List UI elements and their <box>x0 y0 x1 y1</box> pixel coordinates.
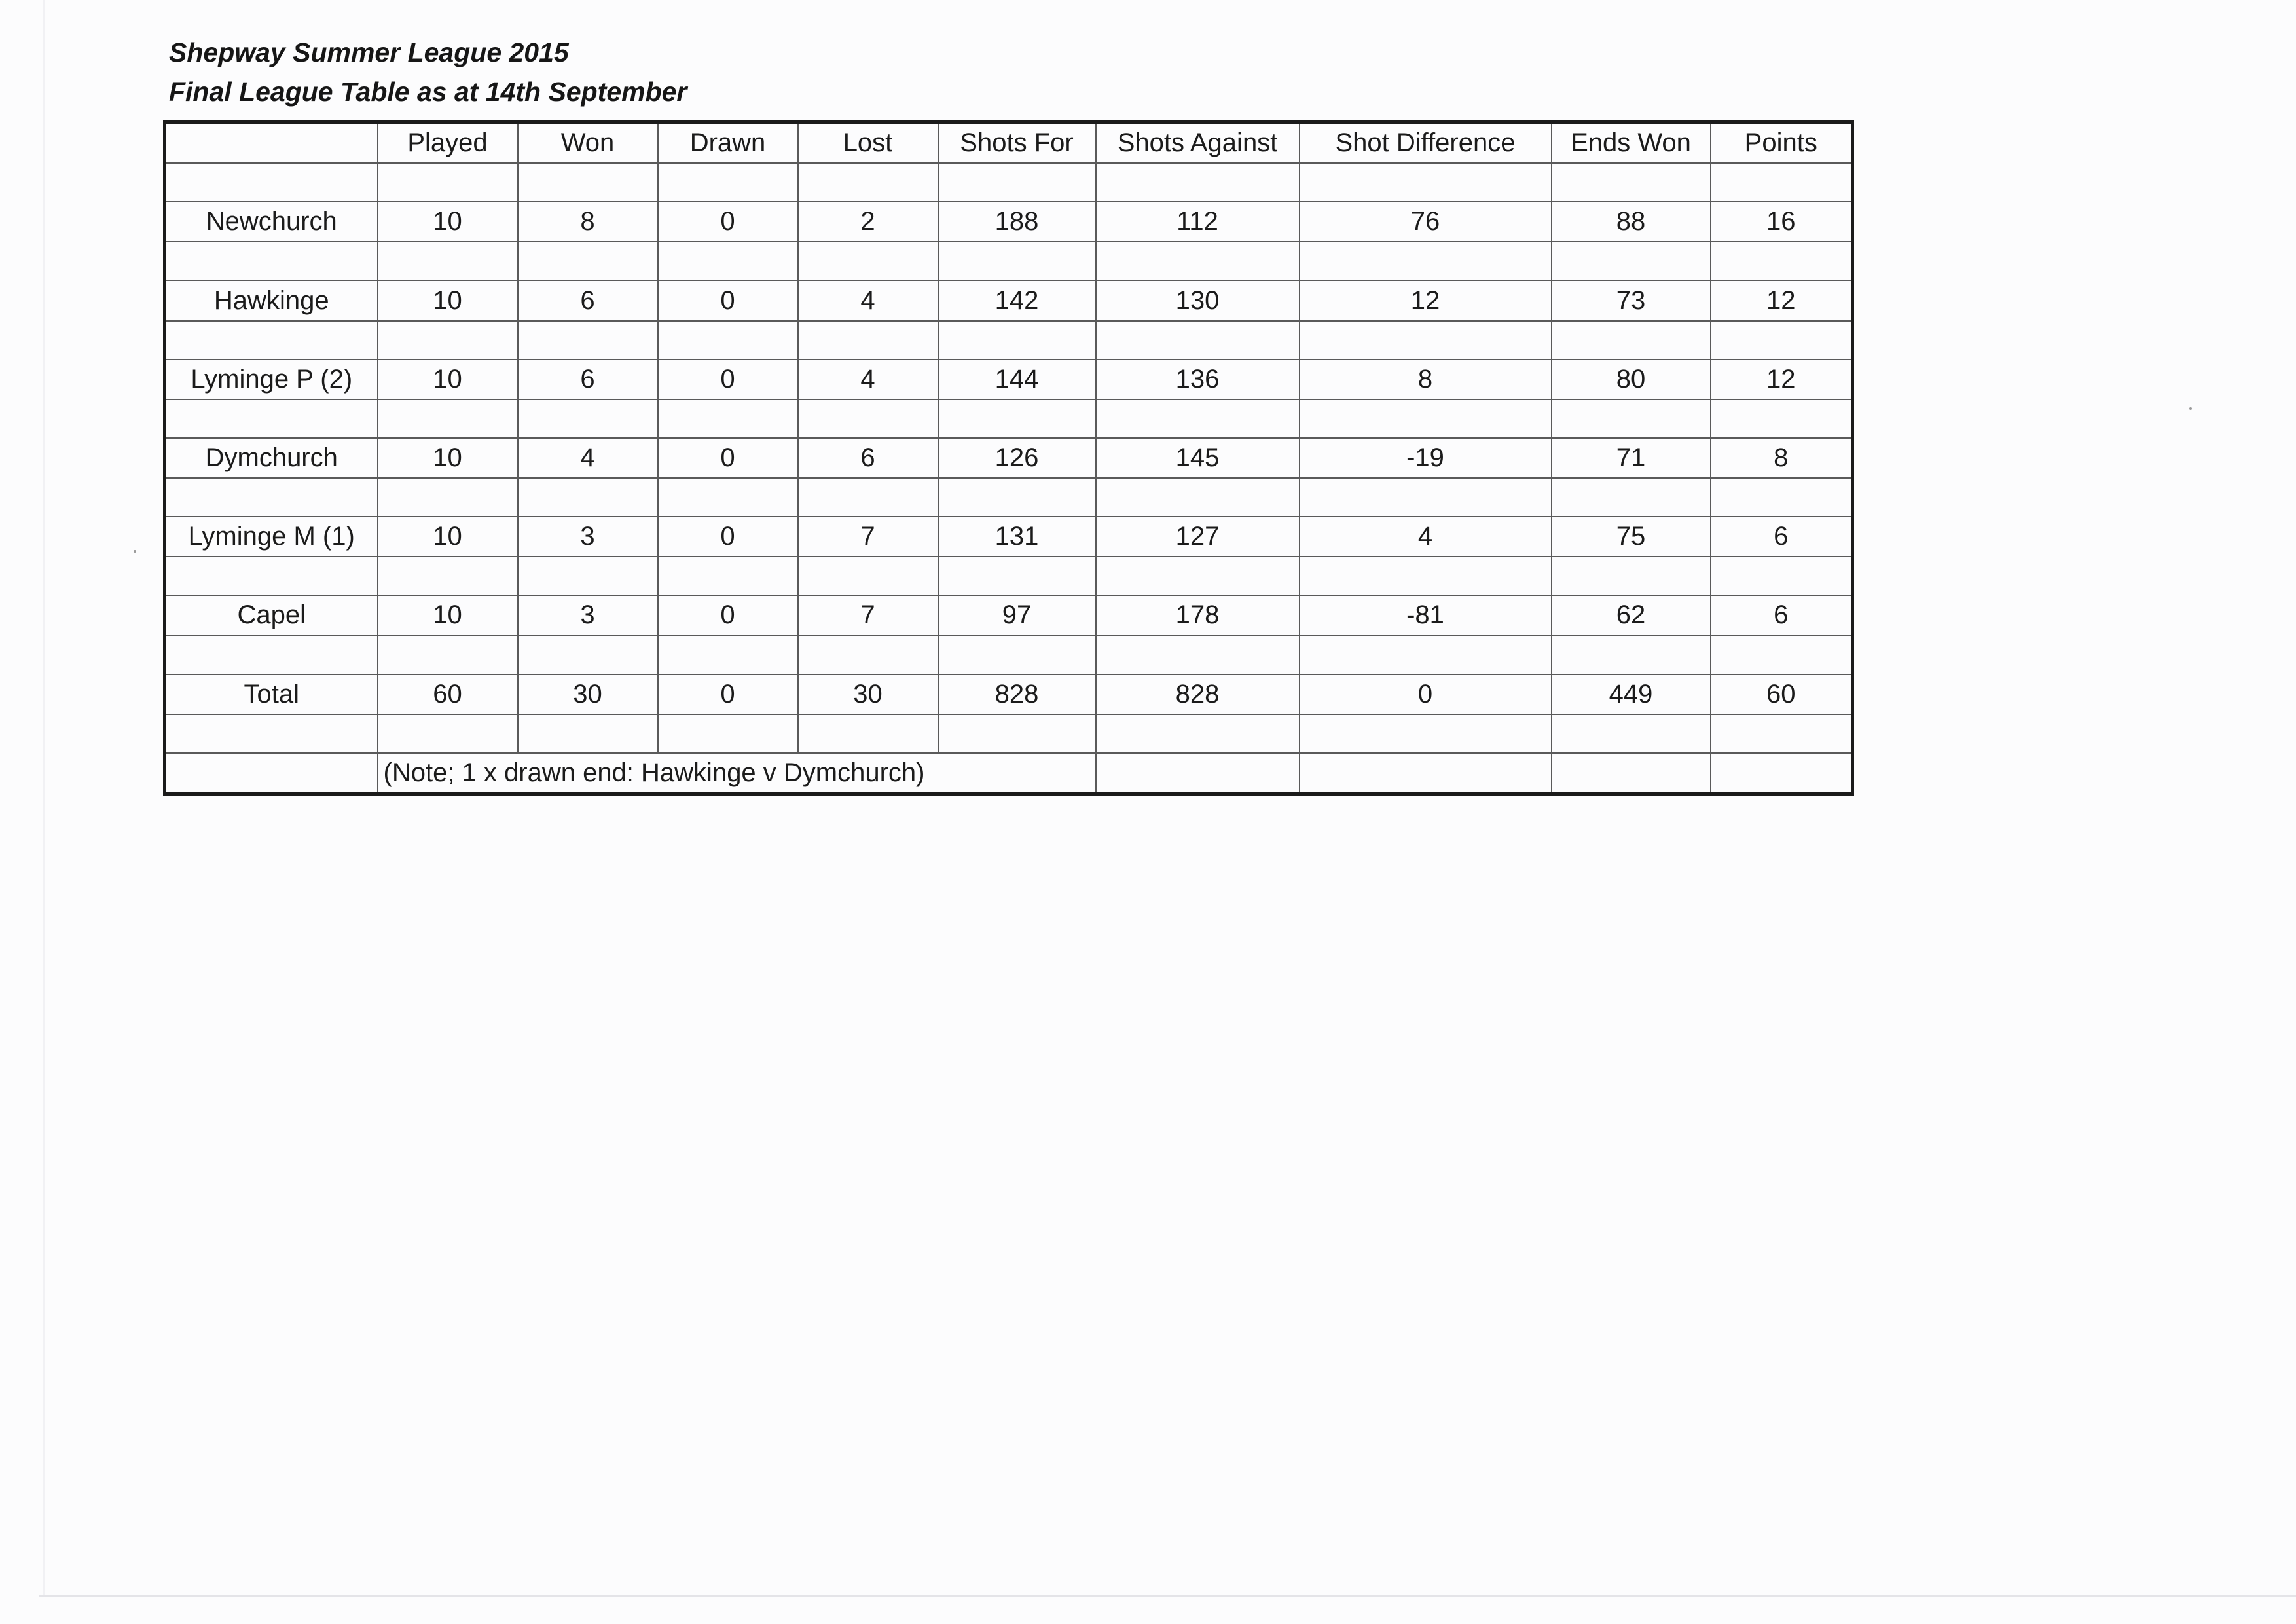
spacer-row <box>165 557 1853 595</box>
league-table <box>163 120 1854 796</box>
stat-cell: 10 <box>378 280 518 320</box>
stat-cell: 142 <box>938 280 1096 320</box>
empty-cell <box>658 714 798 753</box>
empty-cell <box>518 557 658 595</box>
stat-cell: 10 <box>378 517 518 557</box>
empty-cell <box>1552 242 1711 280</box>
stat-cell: 6 <box>518 280 658 320</box>
empty-cell <box>378 321 518 360</box>
empty-cell <box>1711 163 1853 202</box>
table-row <box>165 595 1853 635</box>
stat-cell: 4 <box>1300 517 1552 557</box>
empty-cell <box>1552 321 1711 360</box>
stat-cell: 60 <box>1711 674 1853 714</box>
table-row <box>165 360 1853 399</box>
stat-cell: 10 <box>378 595 518 635</box>
table-row <box>165 202 1853 242</box>
empty-cell <box>518 714 658 753</box>
empty-cell <box>1096 714 1300 753</box>
stat-cell: 12 <box>1711 280 1853 320</box>
league-table-body <box>165 122 1853 794</box>
empty-cell <box>1711 753 1853 794</box>
spacer-row <box>165 714 1853 753</box>
empty-cell <box>378 163 518 202</box>
empty-cell <box>1552 163 1711 202</box>
stat-cell: 4 <box>518 438 658 478</box>
empty-cell <box>938 478 1096 517</box>
stat-cell: 6 <box>798 438 938 478</box>
empty-cell <box>938 242 1096 280</box>
column-header: Shots For <box>938 122 1096 164</box>
empty-cell <box>378 478 518 517</box>
stat-cell: 88 <box>1552 202 1711 242</box>
empty-cell <box>1552 557 1711 595</box>
empty-cell <box>798 635 938 674</box>
team-name-cell: Hawkinge <box>165 280 378 320</box>
stat-cell: 144 <box>938 360 1096 399</box>
empty-cell <box>1300 635 1552 674</box>
stat-cell: 3 <box>518 517 658 557</box>
empty-cell <box>165 242 378 280</box>
team-name-cell: Total <box>165 674 378 714</box>
team-name-cell: Lyminge P (2) <box>165 360 378 399</box>
stat-cell: 10 <box>378 438 518 478</box>
stat-cell: 8 <box>1300 360 1552 399</box>
stat-cell: 97 <box>938 595 1096 635</box>
empty-cell <box>798 478 938 517</box>
stat-cell: 10 <box>378 202 518 242</box>
stat-cell: 12 <box>1711 360 1853 399</box>
stat-cell: 8 <box>518 202 658 242</box>
stat-cell: 10 <box>378 360 518 399</box>
empty-cell <box>1096 321 1300 360</box>
column-header: Points <box>1711 122 1853 164</box>
stat-cell: 76 <box>1300 202 1552 242</box>
stat-cell: 0 <box>658 202 798 242</box>
empty-cell <box>1711 635 1853 674</box>
empty-cell <box>518 321 658 360</box>
empty-cell <box>165 478 378 517</box>
empty-cell <box>1096 399 1300 438</box>
header-corner-cell <box>165 122 378 164</box>
empty-cell <box>378 714 518 753</box>
column-header: Drawn <box>658 122 798 164</box>
empty-cell <box>1300 753 1552 794</box>
empty-cell <box>1552 753 1711 794</box>
empty-cell <box>378 635 518 674</box>
empty-cell <box>1096 753 1300 794</box>
stat-cell: -81 <box>1300 595 1552 635</box>
empty-cell <box>165 714 378 753</box>
empty-cell <box>798 163 938 202</box>
empty-cell <box>1300 478 1552 517</box>
stat-cell: 73 <box>1552 280 1711 320</box>
empty-cell <box>1096 242 1300 280</box>
stat-cell: 4 <box>798 280 938 320</box>
stat-cell: 130 <box>1096 280 1300 320</box>
stat-cell: 80 <box>1552 360 1711 399</box>
empty-cell <box>658 163 798 202</box>
stat-cell: 0 <box>658 595 798 635</box>
empty-cell <box>1096 557 1300 595</box>
spacer-row <box>165 399 1853 438</box>
empty-cell <box>938 557 1096 595</box>
empty-cell <box>1096 635 1300 674</box>
team-name-cell: Capel <box>165 595 378 635</box>
table-row <box>165 517 1853 557</box>
stat-cell: 0 <box>658 517 798 557</box>
note-row <box>165 753 1853 794</box>
empty-cell <box>798 714 938 753</box>
stat-cell: 7 <box>798 595 938 635</box>
stat-cell: 828 <box>1096 674 1300 714</box>
empty-cell <box>938 163 1096 202</box>
empty-cell <box>798 242 938 280</box>
scan-speck <box>2189 407 2192 410</box>
empty-cell <box>1711 242 1853 280</box>
stat-cell: 7 <box>798 517 938 557</box>
empty-cell <box>378 399 518 438</box>
empty-cell <box>1711 399 1853 438</box>
stat-cell: 75 <box>1552 517 1711 557</box>
empty-cell <box>658 399 798 438</box>
empty-cell <box>1552 714 1711 753</box>
column-header: Lost <box>798 122 938 164</box>
column-header: Won <box>518 122 658 164</box>
spacer-row <box>165 478 1853 517</box>
empty-cell <box>1300 714 1552 753</box>
stat-cell: 6 <box>518 360 658 399</box>
total-row <box>165 674 1853 714</box>
stat-cell: 126 <box>938 438 1096 478</box>
team-name-cell: Newchurch <box>165 202 378 242</box>
team-name-cell: Dymchurch <box>165 438 378 478</box>
empty-cell <box>165 753 378 794</box>
empty-cell <box>165 321 378 360</box>
stat-cell: 178 <box>1096 595 1300 635</box>
column-header: Ends Won <box>1552 122 1711 164</box>
empty-cell <box>165 399 378 438</box>
stat-cell: 127 <box>1096 517 1300 557</box>
empty-cell <box>378 557 518 595</box>
empty-cell <box>658 635 798 674</box>
empty-cell <box>518 242 658 280</box>
spacer-row <box>165 163 1853 202</box>
stat-cell: 71 <box>1552 438 1711 478</box>
stat-cell: 62 <box>1552 595 1711 635</box>
scan-edge <box>43 0 45 1595</box>
empty-cell <box>1552 399 1711 438</box>
empty-cell <box>798 321 938 360</box>
spacer-row <box>165 321 1853 360</box>
empty-cell <box>518 163 658 202</box>
empty-cell <box>518 478 658 517</box>
stat-cell: 828 <box>938 674 1096 714</box>
stat-cell: 6 <box>1711 517 1853 557</box>
empty-cell <box>1096 163 1300 202</box>
empty-cell <box>938 321 1096 360</box>
table-row <box>165 280 1853 320</box>
stat-cell: 449 <box>1552 674 1711 714</box>
empty-cell <box>938 714 1096 753</box>
empty-cell <box>1300 399 1552 438</box>
empty-cell <box>1300 321 1552 360</box>
empty-cell <box>518 399 658 438</box>
column-header: Played <box>378 122 518 164</box>
empty-cell <box>165 557 378 595</box>
empty-cell <box>658 242 798 280</box>
empty-cell <box>165 163 378 202</box>
spacer-row <box>165 635 1853 674</box>
empty-cell <box>658 321 798 360</box>
empty-cell <box>1300 163 1552 202</box>
empty-cell <box>938 635 1096 674</box>
table-note: (Note; 1 x drawn end: Hawkinge v Dymchurch) <box>378 753 1096 794</box>
document-title: Shepway Summer League 2015 <box>169 37 569 67</box>
empty-cell <box>938 399 1096 438</box>
column-header: Shots Against <box>1096 122 1300 164</box>
empty-cell <box>658 478 798 517</box>
stat-cell: 6 <box>1711 595 1853 635</box>
empty-cell <box>1711 321 1853 360</box>
stat-cell: 30 <box>798 674 938 714</box>
header-row <box>165 122 1853 164</box>
empty-cell <box>1711 714 1853 753</box>
empty-cell <box>1300 242 1552 280</box>
empty-cell <box>165 635 378 674</box>
stat-cell: 3 <box>518 595 658 635</box>
document-subtitle: Final League Table as at 14th September <box>169 77 687 107</box>
stat-cell: 16 <box>1711 202 1853 242</box>
empty-cell <box>798 399 938 438</box>
stat-cell: 0 <box>1300 674 1552 714</box>
stat-cell: 0 <box>658 360 798 399</box>
stat-cell: 188 <box>938 202 1096 242</box>
stat-cell: 131 <box>938 517 1096 557</box>
column-header: Shot Difference <box>1300 122 1552 164</box>
team-name-cell: Lyminge M (1) <box>165 517 378 557</box>
empty-cell <box>378 242 518 280</box>
empty-cell <box>518 635 658 674</box>
stat-cell: 145 <box>1096 438 1300 478</box>
stat-cell: 12 <box>1300 280 1552 320</box>
empty-cell <box>658 557 798 595</box>
empty-cell <box>798 557 938 595</box>
stat-cell: 60 <box>378 674 518 714</box>
spacer-row <box>165 242 1853 280</box>
stat-cell: 112 <box>1096 202 1300 242</box>
empty-cell <box>1552 478 1711 517</box>
empty-cell <box>1552 635 1711 674</box>
stat-cell: 0 <box>658 438 798 478</box>
scan-speck <box>134 550 136 553</box>
stat-cell: 4 <box>798 360 938 399</box>
document-heading <box>169 33 687 111</box>
stat-cell: 2 <box>798 202 938 242</box>
stat-cell: 0 <box>658 674 798 714</box>
empty-cell <box>1711 478 1853 517</box>
scan-edge <box>39 1595 2296 1597</box>
table-row <box>165 438 1853 478</box>
empty-cell <box>1711 557 1853 595</box>
empty-cell <box>1300 557 1552 595</box>
stat-cell: 8 <box>1711 438 1853 478</box>
stat-cell: 136 <box>1096 360 1300 399</box>
empty-cell <box>1096 478 1300 517</box>
stat-cell: -19 <box>1300 438 1552 478</box>
stat-cell: 30 <box>518 674 658 714</box>
stat-cell: 0 <box>658 280 798 320</box>
